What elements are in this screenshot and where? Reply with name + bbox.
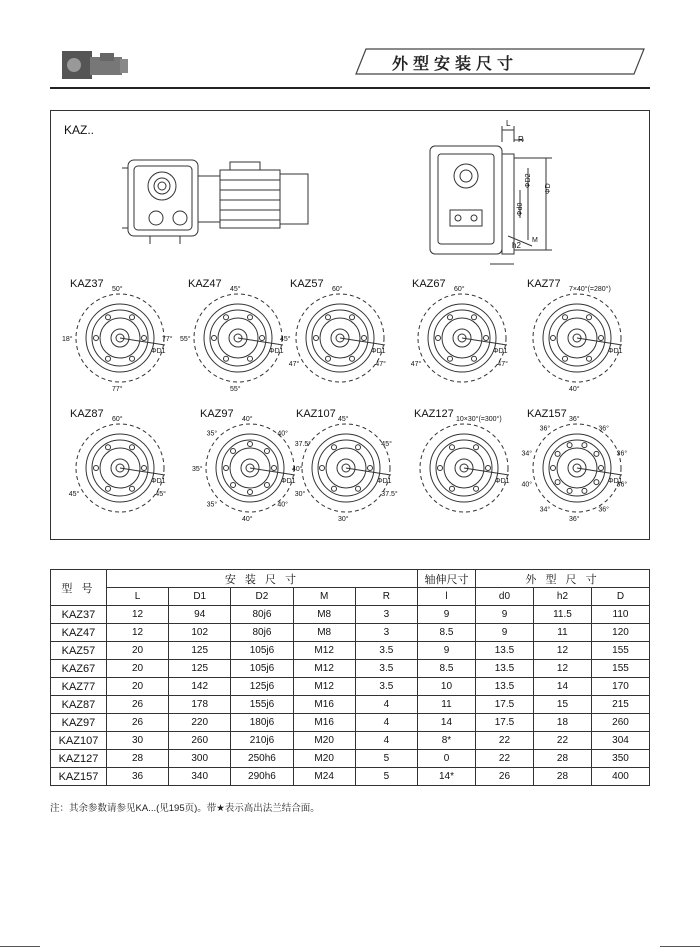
angle-label: 45° bbox=[381, 441, 392, 448]
diameter-label: ΦD1 bbox=[371, 348, 386, 355]
value-cell: 80j6 bbox=[231, 606, 293, 624]
angle-label: 7×40°(=280°) bbox=[569, 286, 611, 293]
angle-label: 45° bbox=[68, 491, 80, 498]
value-cell: 8.5 bbox=[417, 660, 475, 678]
install-dim-header: 安 装 尺 寸 bbox=[106, 570, 417, 588]
value-cell: M16 bbox=[293, 696, 355, 714]
angle-label: 77° bbox=[112, 386, 123, 393]
flange-label: KAZ107 bbox=[296, 408, 336, 420]
dim-label-h2: h2 bbox=[512, 241, 521, 250]
angle-label: 40° bbox=[242, 416, 253, 423]
value-cell: 30 bbox=[106, 732, 168, 750]
angle-label: 30° bbox=[294, 491, 306, 498]
model-cell: KAZ97 bbox=[51, 714, 107, 732]
value-cell: 5 bbox=[355, 768, 417, 786]
flange-drawing bbox=[65, 413, 175, 523]
angle-label: 40° bbox=[242, 516, 253, 523]
angle-label: 35° bbox=[206, 501, 218, 509]
flange-label: KAZ57 bbox=[290, 278, 324, 290]
value-cell: 9 bbox=[475, 606, 533, 624]
value-cell: M20 bbox=[293, 732, 355, 750]
value-cell: M8 bbox=[293, 606, 355, 624]
value-cell: 20 bbox=[106, 642, 168, 660]
value-cell: 3.5 bbox=[355, 642, 417, 660]
value-cell: 94 bbox=[169, 606, 231, 624]
flange-label: KAZ157 bbox=[527, 408, 567, 420]
value-cell: 304 bbox=[591, 732, 649, 750]
value-cell: 220 bbox=[169, 714, 231, 732]
value-cell: 9 bbox=[475, 624, 533, 642]
value-cell: 12 bbox=[106, 606, 168, 624]
model-cell: KAZ67 bbox=[51, 660, 107, 678]
model-cell: KAZ157 bbox=[51, 768, 107, 786]
angle-label: 45° bbox=[155, 491, 166, 498]
value-cell: M24 bbox=[293, 768, 355, 786]
value-cell: 125j6 bbox=[231, 678, 293, 696]
flange-label: KAZ97 bbox=[200, 408, 234, 420]
value-cell: 14 bbox=[417, 714, 475, 732]
value-cell: M16 bbox=[293, 714, 355, 732]
angle-label: 40° bbox=[569, 386, 580, 393]
model-cell: KAZ57 bbox=[51, 642, 107, 660]
value-cell: 8.5 bbox=[417, 624, 475, 642]
angle-label: 18° bbox=[62, 336, 73, 343]
flange-label: KAZ77 bbox=[527, 278, 561, 290]
value-cell: 250h6 bbox=[231, 750, 293, 768]
col-header-R: R bbox=[355, 588, 417, 606]
value-cell: 3 bbox=[355, 624, 417, 642]
value-cell: 22 bbox=[475, 732, 533, 750]
angle-label: 10×30°(=300°) bbox=[456, 416, 502, 423]
angle-label: 47° bbox=[497, 361, 508, 368]
value-cell: 80j6 bbox=[231, 624, 293, 642]
value-cell: 215 bbox=[591, 696, 649, 714]
value-cell: 11.5 bbox=[533, 606, 591, 624]
value-cell: 11 bbox=[417, 696, 475, 714]
angle-label: 40° bbox=[277, 501, 288, 509]
col-header-d0: d0 bbox=[475, 588, 533, 606]
value-cell: 12 bbox=[533, 660, 591, 678]
flange-drawing bbox=[180, 283, 293, 393]
flange-drawing bbox=[522, 413, 632, 523]
value-cell: 13.5 bbox=[475, 660, 533, 678]
value-cell: 18 bbox=[533, 714, 591, 732]
col-header-D2: D2 bbox=[231, 588, 293, 606]
angle-label: 50° bbox=[112, 286, 123, 293]
value-cell: 125 bbox=[169, 660, 231, 678]
col-header-l: l bbox=[417, 588, 475, 606]
side-view-drawing bbox=[120, 148, 320, 248]
angle-label: 40° bbox=[292, 466, 303, 473]
dim-label-D2: ΦD2 bbox=[525, 173, 532, 188]
value-cell: 260 bbox=[591, 714, 649, 732]
angle-label: 60° bbox=[332, 286, 343, 293]
angle-label: 45° bbox=[230, 286, 241, 293]
diameter-label: ΦD1 bbox=[493, 348, 508, 355]
table-row bbox=[51, 714, 650, 732]
angle-label: 40° bbox=[277, 430, 288, 438]
diameter-label: ΦD1 bbox=[495, 478, 510, 485]
page-title: 外型安装尺寸 bbox=[392, 56, 519, 73]
table-row bbox=[51, 696, 650, 714]
dim-label-D: ΦD bbox=[545, 183, 552, 194]
model-cell: KAZ127 bbox=[51, 750, 107, 768]
angle-label: 36° bbox=[539, 425, 551, 433]
value-cell: 210j6 bbox=[231, 732, 293, 750]
value-cell: 14* bbox=[417, 768, 475, 786]
value-cell: 0 bbox=[417, 750, 475, 768]
value-cell: M12 bbox=[293, 642, 355, 660]
angle-label: 45° bbox=[280, 336, 291, 343]
dimension-table bbox=[50, 569, 650, 786]
value-cell: 105j6 bbox=[231, 660, 293, 678]
outline-dim-header: 外 型 尺 寸 bbox=[475, 570, 649, 588]
value-cell: 28 bbox=[533, 768, 591, 786]
value-cell: 13.5 bbox=[475, 678, 533, 696]
flange-label: KAZ37 bbox=[70, 278, 104, 290]
value-cell: 9 bbox=[417, 606, 475, 624]
angle-label: 47° bbox=[375, 361, 386, 368]
angle-label: 47° bbox=[288, 361, 300, 368]
value-cell: 4 bbox=[355, 732, 417, 750]
main-view-label: KAZ.. bbox=[64, 123, 95, 137]
angle-label: 60° bbox=[454, 286, 465, 293]
diameter-label: ΦD1 bbox=[608, 348, 623, 355]
col-header-D: D bbox=[591, 588, 649, 606]
flange-label: KAZ127 bbox=[414, 408, 454, 420]
angle-label: 36° bbox=[598, 425, 609, 433]
front-view-drawing bbox=[420, 118, 580, 273]
gear-motor-logo bbox=[60, 45, 130, 85]
diameter-label: ΦD1 bbox=[269, 348, 284, 355]
table-row bbox=[51, 678, 650, 696]
value-cell: M12 bbox=[293, 660, 355, 678]
value-cell: 260 bbox=[169, 732, 231, 750]
value-cell: 178 bbox=[169, 696, 231, 714]
value-cell: 155j6 bbox=[231, 696, 293, 714]
value-cell: M8 bbox=[293, 624, 355, 642]
value-cell: 120 bbox=[591, 624, 649, 642]
value-cell: 5 bbox=[355, 750, 417, 768]
value-cell: 400 bbox=[591, 768, 649, 786]
diameter-label: ΦD1 bbox=[151, 478, 166, 485]
value-cell: 170 bbox=[591, 678, 649, 696]
dim-label-L: L bbox=[506, 119, 511, 128]
angle-label: 37.5° bbox=[294, 441, 312, 448]
value-cell: 11 bbox=[533, 624, 591, 642]
value-cell: 102 bbox=[169, 624, 231, 642]
col-header-M: M bbox=[293, 588, 355, 606]
value-cell: 110 bbox=[591, 606, 649, 624]
col-model-header: 型 号 bbox=[51, 570, 107, 606]
value-cell: 10 bbox=[417, 678, 475, 696]
model-cell: KAZ47 bbox=[51, 624, 107, 642]
angle-label: 34° bbox=[521, 450, 533, 458]
dim-label-M: M bbox=[532, 237, 538, 244]
col-header-L: L bbox=[106, 588, 168, 606]
flange-drawing bbox=[62, 283, 175, 393]
angle-label: 60° bbox=[112, 416, 123, 423]
value-cell: 3 bbox=[355, 606, 417, 624]
value-cell: 17.5 bbox=[475, 714, 533, 732]
angle-label: 37.5° bbox=[381, 491, 398, 498]
flange-label: KAZ67 bbox=[412, 278, 446, 290]
value-cell: 340 bbox=[169, 768, 231, 786]
value-cell: 14 bbox=[533, 678, 591, 696]
diameter-label: ΦD1 bbox=[377, 478, 392, 485]
value-cell: 3.5 bbox=[355, 660, 417, 678]
diameter-label: ΦD1 bbox=[151, 348, 166, 355]
value-cell: 22 bbox=[475, 750, 533, 768]
table-row bbox=[51, 768, 650, 786]
table-row bbox=[51, 732, 650, 750]
col-header-D1: D1 bbox=[169, 588, 231, 606]
value-cell: 20 bbox=[106, 660, 168, 678]
footnote: 注：其余参数请参见KA...(见195页)。带★表示高出法兰结合面。 bbox=[50, 803, 320, 814]
angle-label: 36° bbox=[616, 450, 628, 458]
angle-label: 55° bbox=[180, 336, 191, 343]
angle-label: 36° bbox=[569, 516, 580, 523]
angle-label: 77° bbox=[162, 336, 173, 343]
model-cell: KAZ37 bbox=[51, 606, 107, 624]
model-cell: KAZ87 bbox=[51, 696, 107, 714]
angle-label: 36° bbox=[598, 506, 609, 514]
flange-drawing bbox=[407, 283, 517, 393]
value-cell: 13.5 bbox=[475, 642, 533, 660]
flange-drawing bbox=[409, 413, 519, 523]
table-row bbox=[51, 750, 650, 768]
value-cell: 12 bbox=[533, 642, 591, 660]
value-cell: 12 bbox=[106, 624, 168, 642]
value-cell: 350 bbox=[591, 750, 649, 768]
angle-label: 36° bbox=[616, 481, 628, 489]
dim-label-d0: Φd0 bbox=[517, 202, 524, 216]
bottom-crop-line-left bbox=[0, 946, 40, 947]
shaft-dim-header: 轴伸尺寸 bbox=[417, 570, 475, 588]
value-cell: M20 bbox=[293, 750, 355, 768]
col-header-h2: h2 bbox=[533, 588, 591, 606]
value-cell: 8* bbox=[417, 732, 475, 750]
flange-label: KAZ87 bbox=[70, 408, 104, 420]
value-cell: 15 bbox=[533, 696, 591, 714]
value-cell: 28 bbox=[106, 750, 168, 768]
value-cell: 20 bbox=[106, 678, 168, 696]
value-cell: 26 bbox=[106, 714, 168, 732]
value-cell: 142 bbox=[169, 678, 231, 696]
angle-label: 35° bbox=[206, 430, 218, 438]
value-cell: 290h6 bbox=[231, 768, 293, 786]
model-cell: KAZ77 bbox=[51, 678, 107, 696]
value-cell: 36 bbox=[106, 768, 168, 786]
dim-label-R: R bbox=[518, 135, 524, 144]
value-cell: 4 bbox=[355, 714, 417, 732]
value-cell: 26 bbox=[106, 696, 168, 714]
table-row bbox=[51, 624, 650, 642]
flange-drawing bbox=[285, 283, 395, 393]
flange-drawing bbox=[522, 283, 632, 393]
table-row bbox=[51, 642, 650, 660]
angle-label: 55° bbox=[230, 386, 241, 393]
value-cell: M12 bbox=[293, 678, 355, 696]
diameter-label: ΦD1 bbox=[608, 478, 623, 485]
value-cell: 22 bbox=[533, 732, 591, 750]
table-row bbox=[51, 606, 650, 624]
value-cell: 17.5 bbox=[475, 696, 533, 714]
table-row bbox=[51, 660, 650, 678]
value-cell: 9 bbox=[417, 642, 475, 660]
value-cell: 28 bbox=[533, 750, 591, 768]
angle-label: 40° bbox=[521, 481, 533, 489]
angle-label: 34° bbox=[539, 506, 551, 514]
bottom-crop-line-right bbox=[660, 946, 700, 947]
diameter-label: ΦD1 bbox=[281, 478, 296, 485]
angle-label: 35° bbox=[192, 466, 203, 473]
value-cell: 105j6 bbox=[231, 642, 293, 660]
angle-label: 47° bbox=[410, 361, 422, 368]
flange-drawing bbox=[192, 413, 305, 523]
angle-label: 45° bbox=[338, 416, 349, 423]
value-cell: 180j6 bbox=[231, 714, 293, 732]
angle-label: 30° bbox=[338, 516, 349, 523]
flange-label: KAZ47 bbox=[188, 278, 222, 290]
value-cell: 155 bbox=[591, 642, 649, 660]
flange-drawing bbox=[291, 413, 401, 523]
header-rule bbox=[50, 87, 650, 89]
value-cell: 300 bbox=[169, 750, 231, 768]
value-cell: 155 bbox=[591, 660, 649, 678]
value-cell: 3.5 bbox=[355, 678, 417, 696]
model-cell: KAZ107 bbox=[51, 732, 107, 750]
angle-label: 36° bbox=[569, 416, 580, 423]
value-cell: 26 bbox=[475, 768, 533, 786]
value-cell: 125 bbox=[169, 642, 231, 660]
value-cell: 4 bbox=[355, 696, 417, 714]
